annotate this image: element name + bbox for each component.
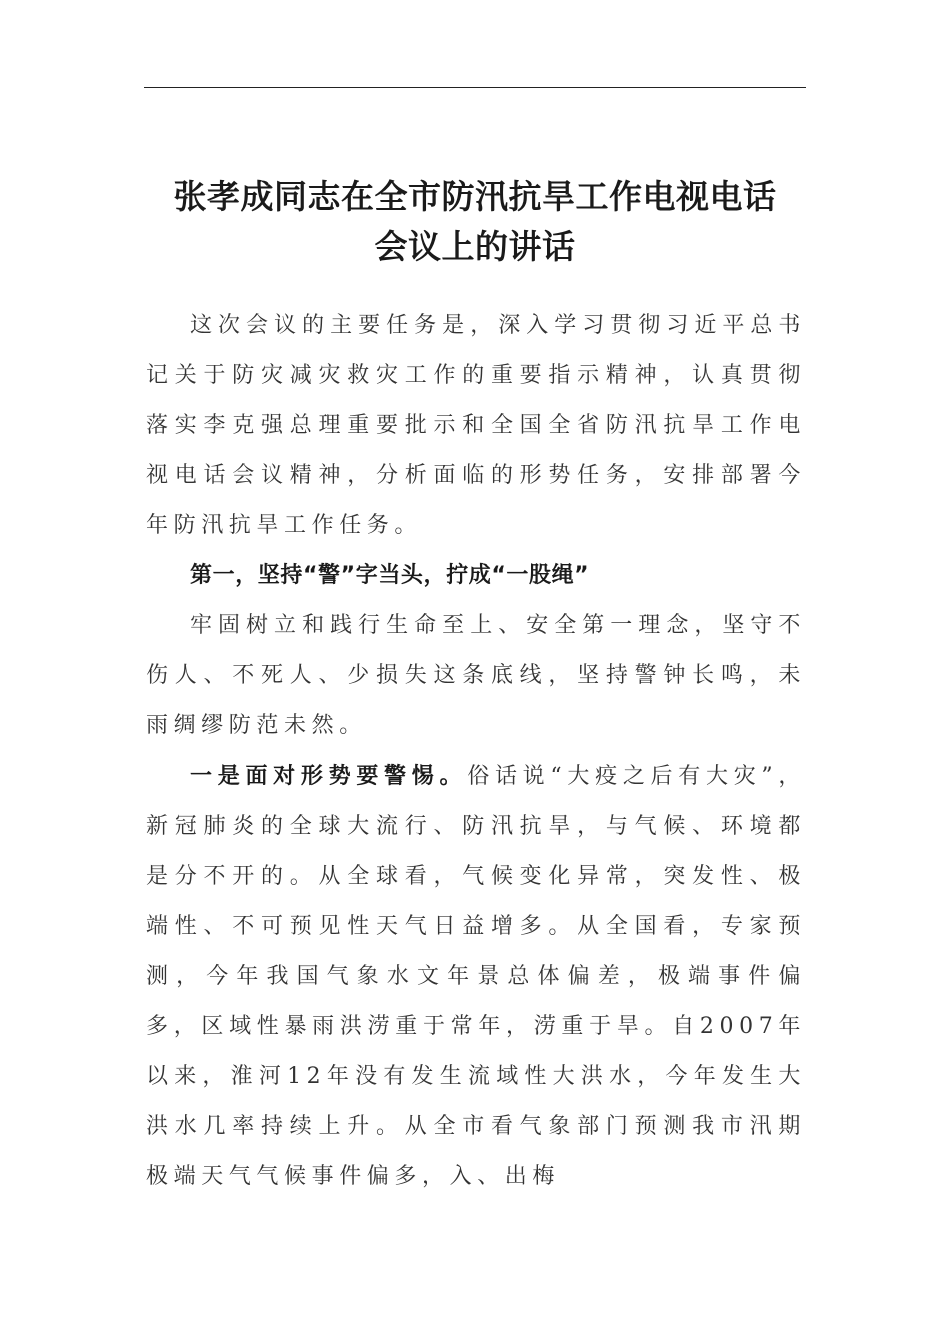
intro-paragraph: 这次会议的主要任务是，深入学习贯彻习近平总书记关于防灾减灾救灾工作的重要指示精神，认真贯彻落实李克强总理重要批示和全国全省防汛抗旱工作电视电话会议精神，分析面临的形势任务，安排部署今年防汛抗旱工作任务。 [146, 313, 806, 538]
header-rule [144, 87, 806, 88]
title-line-2: 会议上的讲话 [374, 227, 576, 266]
point-1-lead: 一是面对形势要警惕。 [190, 763, 468, 789]
point-1-paragraph [146, 751, 806, 1202]
document-body [146, 301, 806, 1202]
section-1-heading: 第一，坚持“警”字当头，拧成“一股绳” [190, 563, 590, 588]
document-title [144, 172, 806, 272]
section-1-paragraph: 牢固树立和践行生命至上、安全第一理念，坚守不伤人、不死人、少损失这条底线，坚持警钟长鸣，未雨绸缪防范未然。 [146, 613, 806, 738]
title-line-1: 张孝成同志在全市防汛抗旱工作电视电话 [173, 177, 777, 216]
point-1-text: 俗话说“大疫之后有大灾”，新冠肺炎的全球大流行、防汛抗旱，与气候、环境都是分不开的。从全球看，气候变化异常，突发性、极端性、不可预见性天气日益增多。从全国看，专家预测，今年我国气象水文年景总体偏差，极端事件偏多，区域性暴雨洪涝重于常年，涝重于旱。自2007年以来，淮河12年没有发生流域性大洪水，今年发生大洪水几率持续上升。从全市看气象部门预测我市汛期极端天气气候事件偏多，入、出梅 [146, 764, 806, 1189]
